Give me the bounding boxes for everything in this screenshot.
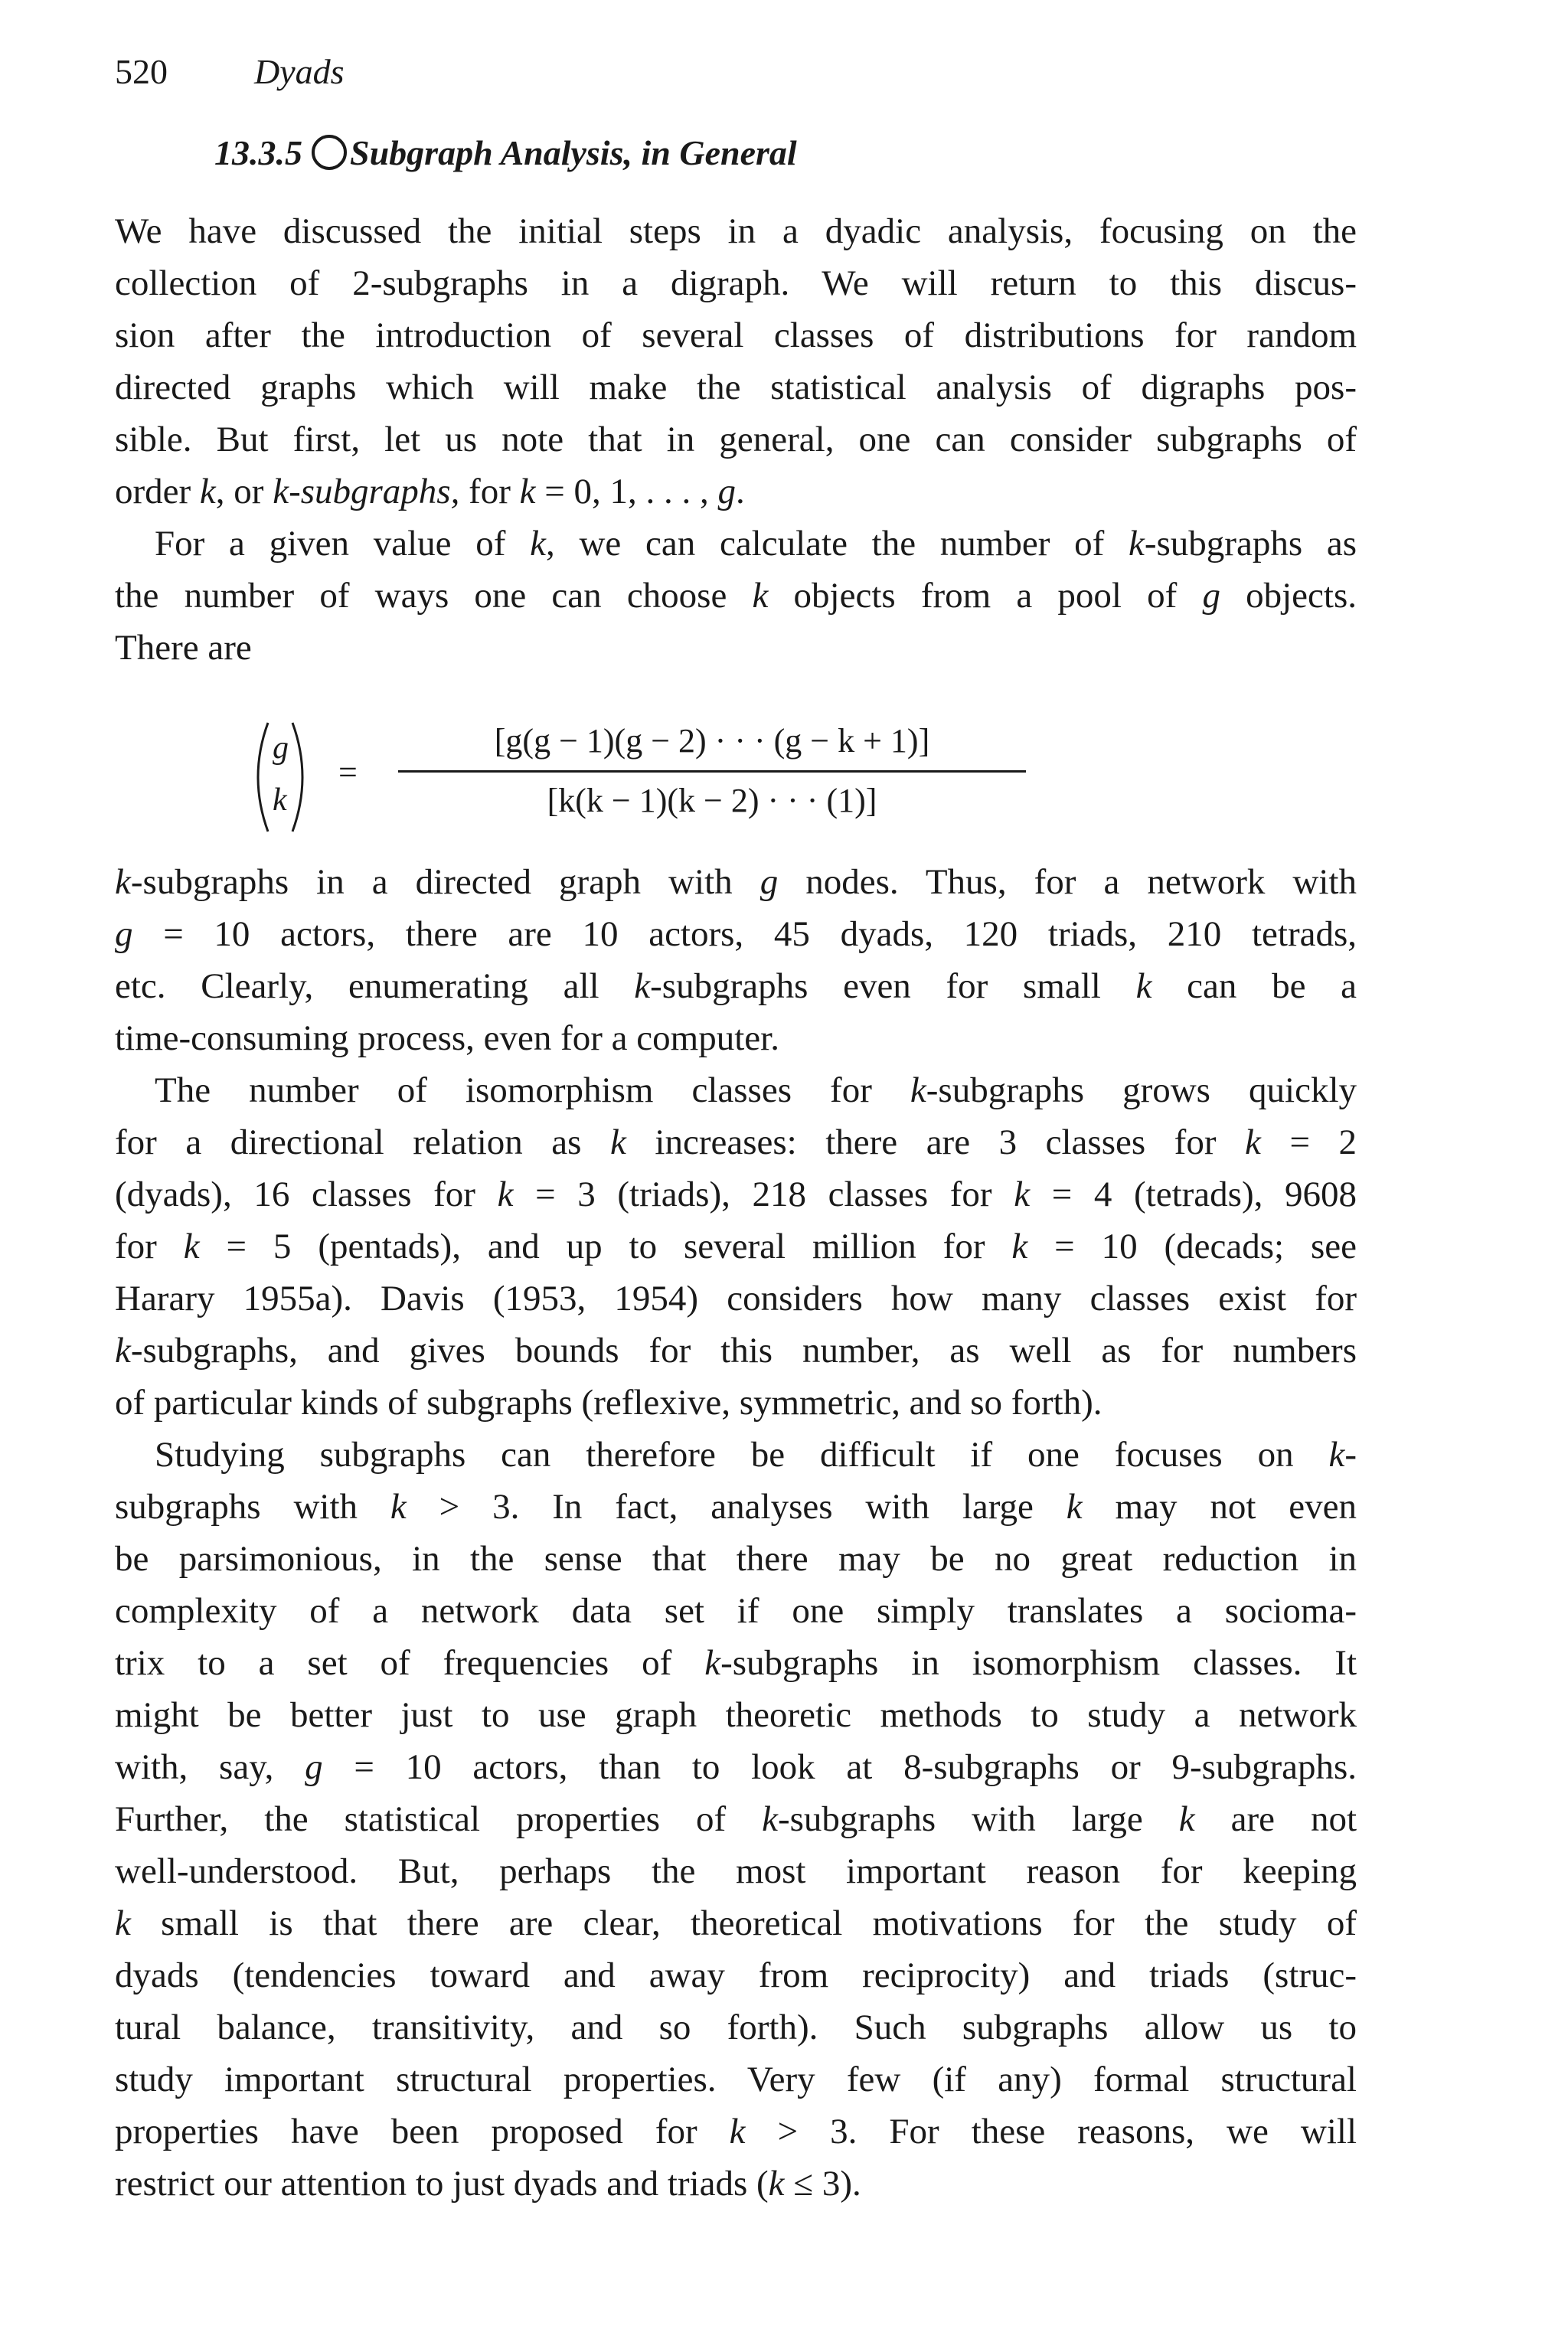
text-line: k-subgraphs in a directed graph with g nodes. Thus, for a network with [115, 862, 1357, 902]
text-line: well-understood. But, perhaps the most important reason for keeping [115, 1851, 1357, 1891]
text-line: g = 10 actors, there are 10 actors, 45 dyads, 120 triads, 210 tetrads, [115, 914, 1357, 954]
running-head [115, 51, 345, 93]
page-number: 520 [115, 52, 168, 91]
text-line: There are [115, 628, 252, 668]
text-line: collection of 2-subgraphs in a digraph. We will return to this discus- [115, 263, 1357, 303]
text-line: be parsimonious, in the sense that there may be no great reduction in [115, 1539, 1357, 1579]
text-line: time-consuming process, even for a computer. [115, 1018, 779, 1058]
text-line: Harary 1955a). Davis (1953, 1954) considers how many classes exist for [115, 1279, 1357, 1318]
text-line: the number of ways one can choose k objects from a pool of g objects. [115, 576, 1357, 616]
text-line: sible. But first, let us note that in general, one can consider subgraphs of [115, 420, 1357, 459]
binomial-coefficient [245, 720, 315, 835]
text-line: study important structural properties. Very few (if any) formal structural [115, 2060, 1357, 2099]
numerator: [g(g − 1)(g − 2) · · · (g − k + 1)] [494, 722, 930, 760]
binom-bottom: k [273, 782, 287, 818]
text-line: For a given value of k, we can calculate the number of k-subgraphs as [155, 524, 1357, 564]
text-line: complexity of a network data set if one simply translates a socioma- [115, 1591, 1357, 1631]
text-line: tural balance, transitivity, and so forth). Such subgraphs allow us to [115, 2008, 1357, 2047]
text-line: etc. Clearly, enumerating all k-subgraphs even for small k can be a [115, 966, 1357, 1006]
text-line: for a directional relation as k increases: there are 3 classes for k = 2 [115, 1122, 1357, 1162]
text-line: We have discussed the initial steps in a dyadic analysis, focusing on the [115, 211, 1357, 251]
text-line: (dyads), 16 classes for k = 3 (triads), 218 classes for k = 4 (tetrads), 9608 [115, 1175, 1357, 1214]
section-number: 13.3.5 [214, 133, 302, 172]
binomial-equation [245, 689, 1026, 865]
denominator: [k(k − 1)(k − 2) · · · (1)] [547, 782, 877, 819]
circle-icon [312, 135, 347, 170]
text-line: k-subgraphs, and gives bounds for this number, as well as for numbers [115, 1331, 1357, 1371]
text-line: Studying subgraphs can therefore be difficult if one focuses on k- [155, 1435, 1357, 1475]
fraction-bar [398, 770, 1026, 773]
equals-sign: = [338, 753, 358, 791]
text-line: The number of isomorphism classes for k-subgraphs grows quickly [155, 1070, 1357, 1110]
text-line: dyads (tendencies toward and away from reciprocity) and triads (struc- [115, 1955, 1357, 1995]
text-line: might be better just to use graph theoretic methods to study a network [115, 1695, 1357, 1735]
binom-top: g [273, 730, 289, 766]
text-line: sion after the introduction of several classes of distributions for random [115, 315, 1357, 355]
section-heading [214, 132, 797, 175]
paragraph-1 [115, 205, 1357, 518]
paragraph-4 [115, 1064, 1357, 1429]
text-line: of particular kinds of subgraphs (reflexive, symmetric, and so forth). [115, 1383, 1102, 1423]
running-title: Dyads [254, 52, 345, 91]
text-line: directed graphs which will make the statistical analysis of digraphs pos- [115, 368, 1357, 407]
text-line: subgraphs with k > 3. In fact, analyses with large k may not even [115, 1487, 1357, 1527]
text-line: for k = 5 (pentads), and up to several million for k = 10 (decads; see [115, 1227, 1357, 1266]
text-line: trix to a set of frequencies of k-subgraphs in isomorphism classes. It [115, 1643, 1357, 1683]
text-line: restrict our attention to just dyads and triads (k ≤ 3). [115, 2164, 861, 2204]
text-line: properties have been proposed for k > 3. For these reasons, we will [115, 2112, 1357, 2151]
paragraph-3 [115, 856, 1357, 1064]
section-title: Subgraph Analysis, in General [350, 133, 797, 172]
text-line: order k, or k-subgraphs, for k = 0, 1, . . . , g. [115, 472, 745, 511]
text-line: Further, the statistical properties of k-subgraphs with large k are not [115, 1799, 1357, 1839]
paragraph-5 [115, 1429, 1357, 2210]
paragraph-2 [115, 518, 1357, 674]
text-line: k small is that there are clear, theoretical motivations for the study of [115, 1903, 1357, 1943]
text-line: with, say, g = 10 actors, than to look at 8-subgraphs or 9-subgraphs. [115, 1747, 1357, 1787]
